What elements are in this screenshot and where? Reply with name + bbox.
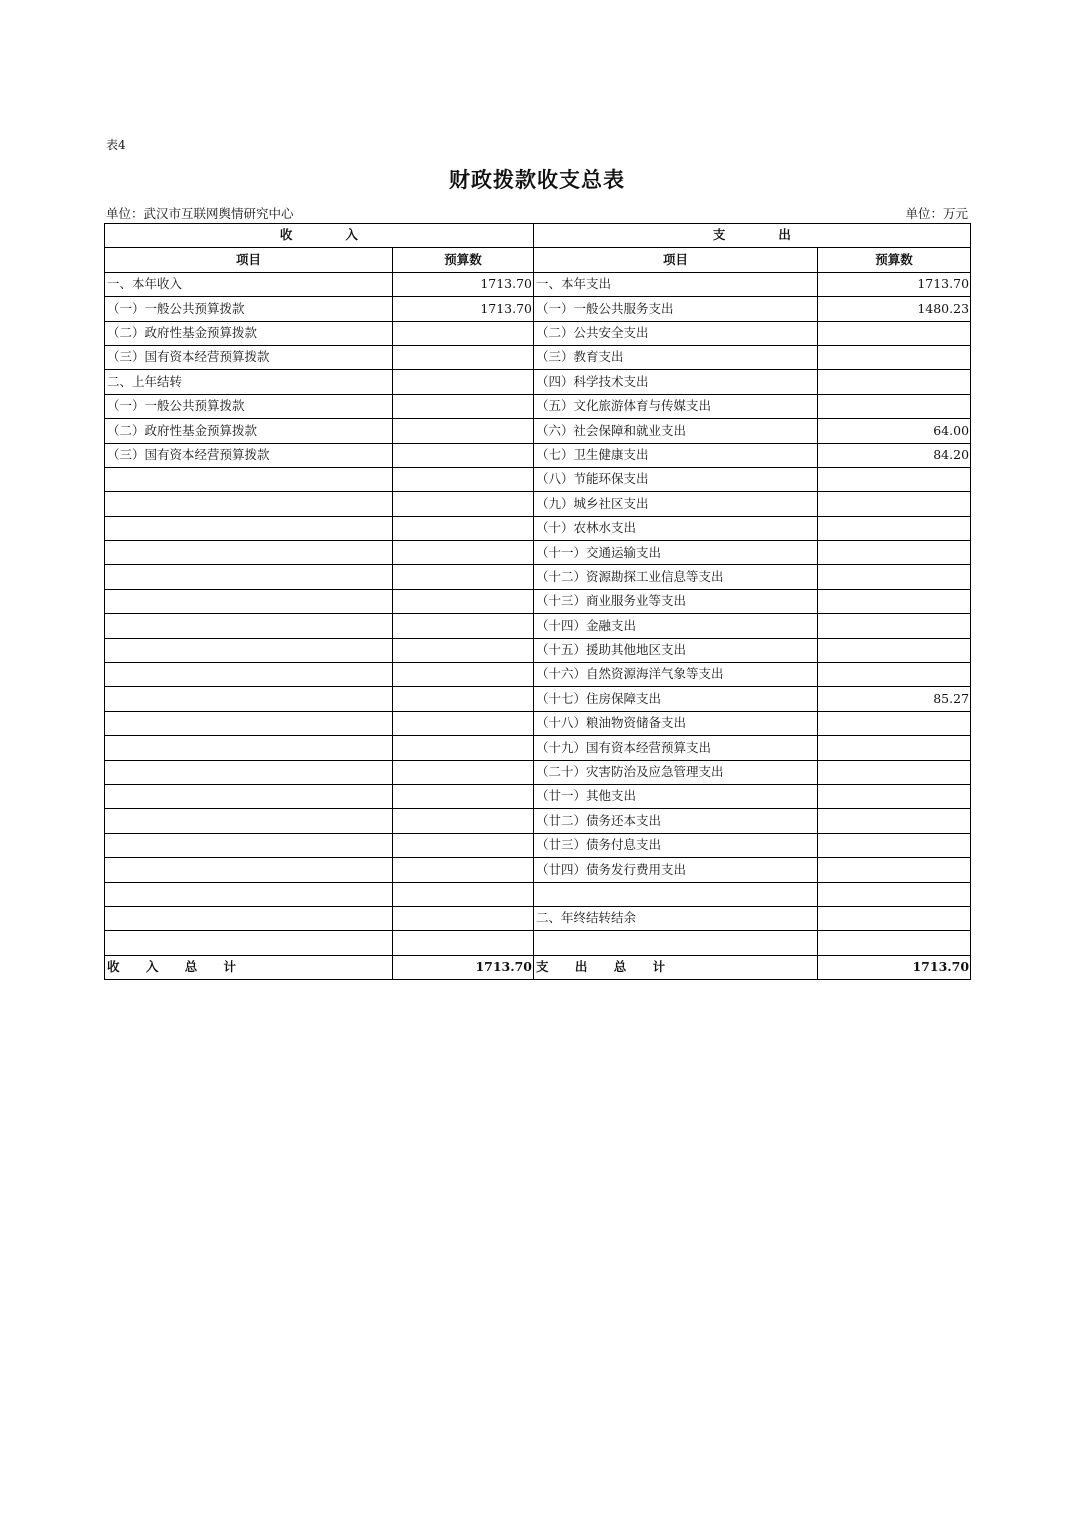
expense-amount-cell bbox=[818, 711, 971, 735]
income-item-cell: （一）一般公共预算拨款 bbox=[105, 394, 393, 418]
expense-total-amount: 1713.70 bbox=[818, 955, 971, 979]
income-amount-cell bbox=[393, 443, 534, 467]
expense-item-cell: （八）节能环保支出 bbox=[534, 467, 818, 491]
expense-amount-cell bbox=[818, 614, 971, 638]
expense-item-cell: 一、本年支出 bbox=[534, 272, 818, 296]
income-amount-cell: 1713.70 bbox=[393, 297, 534, 321]
expense-amount-cell bbox=[818, 345, 971, 369]
income-item-cell bbox=[105, 833, 393, 857]
expense-item-cell: （二十）灾害防治及应急管理支出 bbox=[534, 760, 818, 784]
table-row bbox=[105, 443, 971, 467]
table-row bbox=[105, 760, 971, 784]
table-row bbox=[105, 345, 971, 369]
page-title: 财政拨款收支总表 bbox=[449, 167, 625, 192]
expense-item-cell: （二）公共安全支出 bbox=[534, 321, 818, 345]
expense-amount-cell bbox=[818, 321, 971, 345]
expense-item-cell: （廿三）债务付息支出 bbox=[534, 833, 818, 857]
expense-item-cell: （四）科学技术支出 bbox=[534, 370, 818, 394]
currency-unit: 单位：万元 bbox=[905, 206, 968, 221]
income-item-cell bbox=[105, 906, 393, 930]
income-amount-cell bbox=[393, 931, 534, 955]
expense-amount-cell bbox=[818, 467, 971, 491]
table-row bbox=[105, 541, 971, 565]
expense-item-cell: （廿四）债务发行费用支出 bbox=[534, 858, 818, 882]
expense-amount-cell bbox=[818, 516, 971, 540]
expense-amount-cell bbox=[818, 492, 971, 516]
expense-item-cell: （十八）粮油物资储备支出 bbox=[534, 711, 818, 735]
expense-item-cell bbox=[534, 882, 818, 906]
expense-item-cell bbox=[534, 931, 818, 955]
table-row bbox=[105, 882, 971, 906]
expense-amount-cell bbox=[818, 882, 971, 906]
expense-amount-cell bbox=[818, 638, 971, 662]
income-amount-cell bbox=[393, 833, 534, 857]
expense-section-header: 支 出 bbox=[534, 224, 971, 248]
table-row bbox=[105, 370, 971, 394]
expense-total-label: 支 出 总 计 bbox=[534, 955, 818, 979]
table-row bbox=[105, 614, 971, 638]
income-item-cell bbox=[105, 638, 393, 662]
income-item-cell bbox=[105, 858, 393, 882]
expense-item-cell: （六）社会保障和就业支出 bbox=[534, 419, 818, 443]
expense-amount-cell bbox=[818, 394, 971, 418]
table-row bbox=[105, 297, 971, 321]
table-row bbox=[105, 711, 971, 735]
expense-item-cell: （十九）国有资本经营预算支出 bbox=[534, 736, 818, 760]
table-row bbox=[105, 467, 971, 491]
income-amount-cell bbox=[393, 614, 534, 638]
expense-amount-cell bbox=[818, 833, 971, 857]
table-row bbox=[105, 784, 971, 808]
income-amount-cell: 1713.70 bbox=[393, 272, 534, 296]
table-row bbox=[105, 931, 971, 955]
table-row bbox=[105, 492, 971, 516]
income-item-cell bbox=[105, 516, 393, 540]
income-amount-cell bbox=[393, 419, 534, 443]
income-amount-cell bbox=[393, 467, 534, 491]
income-amount-cell bbox=[393, 394, 534, 418]
income-amount-cell bbox=[393, 663, 534, 687]
expense-amount-cell: 1480.23 bbox=[818, 297, 971, 321]
table-row bbox=[105, 321, 971, 345]
table-row bbox=[105, 394, 971, 418]
income-item-cell bbox=[105, 784, 393, 808]
expense-amount-cell: 85.27 bbox=[818, 687, 971, 711]
table-row bbox=[105, 687, 971, 711]
table-row bbox=[105, 272, 971, 296]
table-row bbox=[105, 419, 971, 443]
income-item-cell bbox=[105, 687, 393, 711]
income-item-cell bbox=[105, 663, 393, 687]
income-item-cell: 二、上年结转 bbox=[105, 370, 393, 394]
income-amount-cell bbox=[393, 492, 534, 516]
table-row bbox=[105, 858, 971, 882]
income-amount-cell bbox=[393, 687, 534, 711]
expense-amount-cell bbox=[818, 565, 971, 589]
table-row bbox=[105, 663, 971, 687]
expense-amount-cell bbox=[818, 541, 971, 565]
expense-item-cell: （十六）自然资源海洋气象等支出 bbox=[534, 663, 818, 687]
expense-item-cell: 二、年终结转结余 bbox=[534, 906, 818, 930]
income-item-cell bbox=[105, 760, 393, 784]
income-amount-cell bbox=[393, 370, 534, 394]
table-row bbox=[105, 736, 971, 760]
expense-amount-cell bbox=[818, 736, 971, 760]
income-amount-cell bbox=[393, 345, 534, 369]
income-amount-cell bbox=[393, 736, 534, 760]
income-total-label: 收 入 总 计 bbox=[105, 955, 393, 979]
table-body bbox=[105, 224, 971, 980]
table-row bbox=[105, 589, 971, 613]
table-row bbox=[105, 906, 971, 930]
expense-item-cell: （七）卫生健康支出 bbox=[534, 443, 818, 467]
expense-amount-cell bbox=[818, 931, 971, 955]
expense-amount-cell bbox=[818, 809, 971, 833]
income-item-cell bbox=[105, 467, 393, 491]
budget-summary-table bbox=[104, 223, 971, 980]
section-header-row bbox=[105, 224, 971, 248]
income-amount-cell bbox=[393, 565, 534, 589]
income-item-cell: （三）国有资本经营预算拨款 bbox=[105, 443, 393, 467]
income-amount-cell bbox=[393, 516, 534, 540]
income-item-cell bbox=[105, 541, 393, 565]
income-item-cell: （一）一般公共预算拨款 bbox=[105, 297, 393, 321]
income-item-cell bbox=[105, 565, 393, 589]
expense-item-cell: （廿一）其他支出 bbox=[534, 784, 818, 808]
income-item-cell: （二）政府性基金预算拨款 bbox=[105, 321, 393, 345]
income-item-cell bbox=[105, 492, 393, 516]
income-amount-header: 预算数 bbox=[393, 248, 534, 272]
income-item-cell bbox=[105, 614, 393, 638]
expense-amount-cell bbox=[818, 784, 971, 808]
table-row bbox=[105, 565, 971, 589]
expense-item-cell: （廿二）债务还本支出 bbox=[534, 809, 818, 833]
expense-item-cell: （十三）商业服务业等支出 bbox=[534, 589, 818, 613]
table-number: 表4 bbox=[106, 138, 126, 152]
income-item-cell bbox=[105, 882, 393, 906]
income-amount-cell bbox=[393, 882, 534, 906]
income-item-cell bbox=[105, 736, 393, 760]
expense-item-header: 项目 bbox=[534, 248, 818, 272]
expense-amount-cell: 84.20 bbox=[818, 443, 971, 467]
table-row bbox=[105, 516, 971, 540]
expense-amount-cell bbox=[818, 589, 971, 613]
table-row bbox=[105, 833, 971, 857]
income-item-cell bbox=[105, 711, 393, 735]
income-amount-cell bbox=[393, 760, 534, 784]
income-amount-cell bbox=[393, 541, 534, 565]
expense-amount-cell bbox=[818, 663, 971, 687]
expense-item-cell: （十四）金融支出 bbox=[534, 614, 818, 638]
income-item-cell bbox=[105, 809, 393, 833]
column-header-row bbox=[105, 248, 971, 272]
income-item-cell bbox=[105, 589, 393, 613]
income-amount-cell bbox=[393, 321, 534, 345]
expense-amount-header: 预算数 bbox=[818, 248, 971, 272]
income-amount-cell bbox=[393, 784, 534, 808]
income-section-header: 收 入 bbox=[105, 224, 534, 248]
expense-amount-cell bbox=[818, 370, 971, 394]
income-amount-cell bbox=[393, 638, 534, 662]
income-total-amount: 1713.70 bbox=[393, 955, 534, 979]
expense-item-cell: （三）教育支出 bbox=[534, 345, 818, 369]
income-item-cell bbox=[105, 931, 393, 955]
expense-item-cell: （十七）住房保障支出 bbox=[534, 687, 818, 711]
income-amount-cell bbox=[393, 906, 534, 930]
expense-item-cell: （五）文化旅游体育与传媒支出 bbox=[534, 394, 818, 418]
income-amount-cell bbox=[393, 858, 534, 882]
expense-amount-cell bbox=[818, 906, 971, 930]
table-row bbox=[105, 809, 971, 833]
expense-item-cell: （九）城乡社区支出 bbox=[534, 492, 818, 516]
expense-amount-cell bbox=[818, 760, 971, 784]
reporting-unit: 单位：武汉市互联网舆情研究中心 bbox=[106, 206, 294, 221]
expense-item-cell: （十五）援助其他地区支出 bbox=[534, 638, 818, 662]
expense-amount-cell: 64.00 bbox=[818, 419, 971, 443]
income-amount-cell bbox=[393, 589, 534, 613]
income-amount-cell bbox=[393, 711, 534, 735]
table-row bbox=[105, 638, 971, 662]
income-item-header: 项目 bbox=[105, 248, 393, 272]
expense-item-cell: （十）农林水支出 bbox=[534, 516, 818, 540]
expense-item-cell: （十一）交通运输支出 bbox=[534, 541, 818, 565]
income-item-cell: 一、本年收入 bbox=[105, 272, 393, 296]
expense-amount-cell bbox=[818, 858, 971, 882]
expense-item-cell: （一）一般公共服务支出 bbox=[534, 297, 818, 321]
expense-amount-cell: 1713.70 bbox=[818, 272, 971, 296]
total-row bbox=[105, 955, 971, 979]
income-item-cell: （三）国有资本经营预算拨款 bbox=[105, 345, 393, 369]
income-item-cell: （二）政府性基金预算拨款 bbox=[105, 419, 393, 443]
income-amount-cell bbox=[393, 809, 534, 833]
expense-item-cell: （十二）资源勘探工业信息等支出 bbox=[534, 565, 818, 589]
